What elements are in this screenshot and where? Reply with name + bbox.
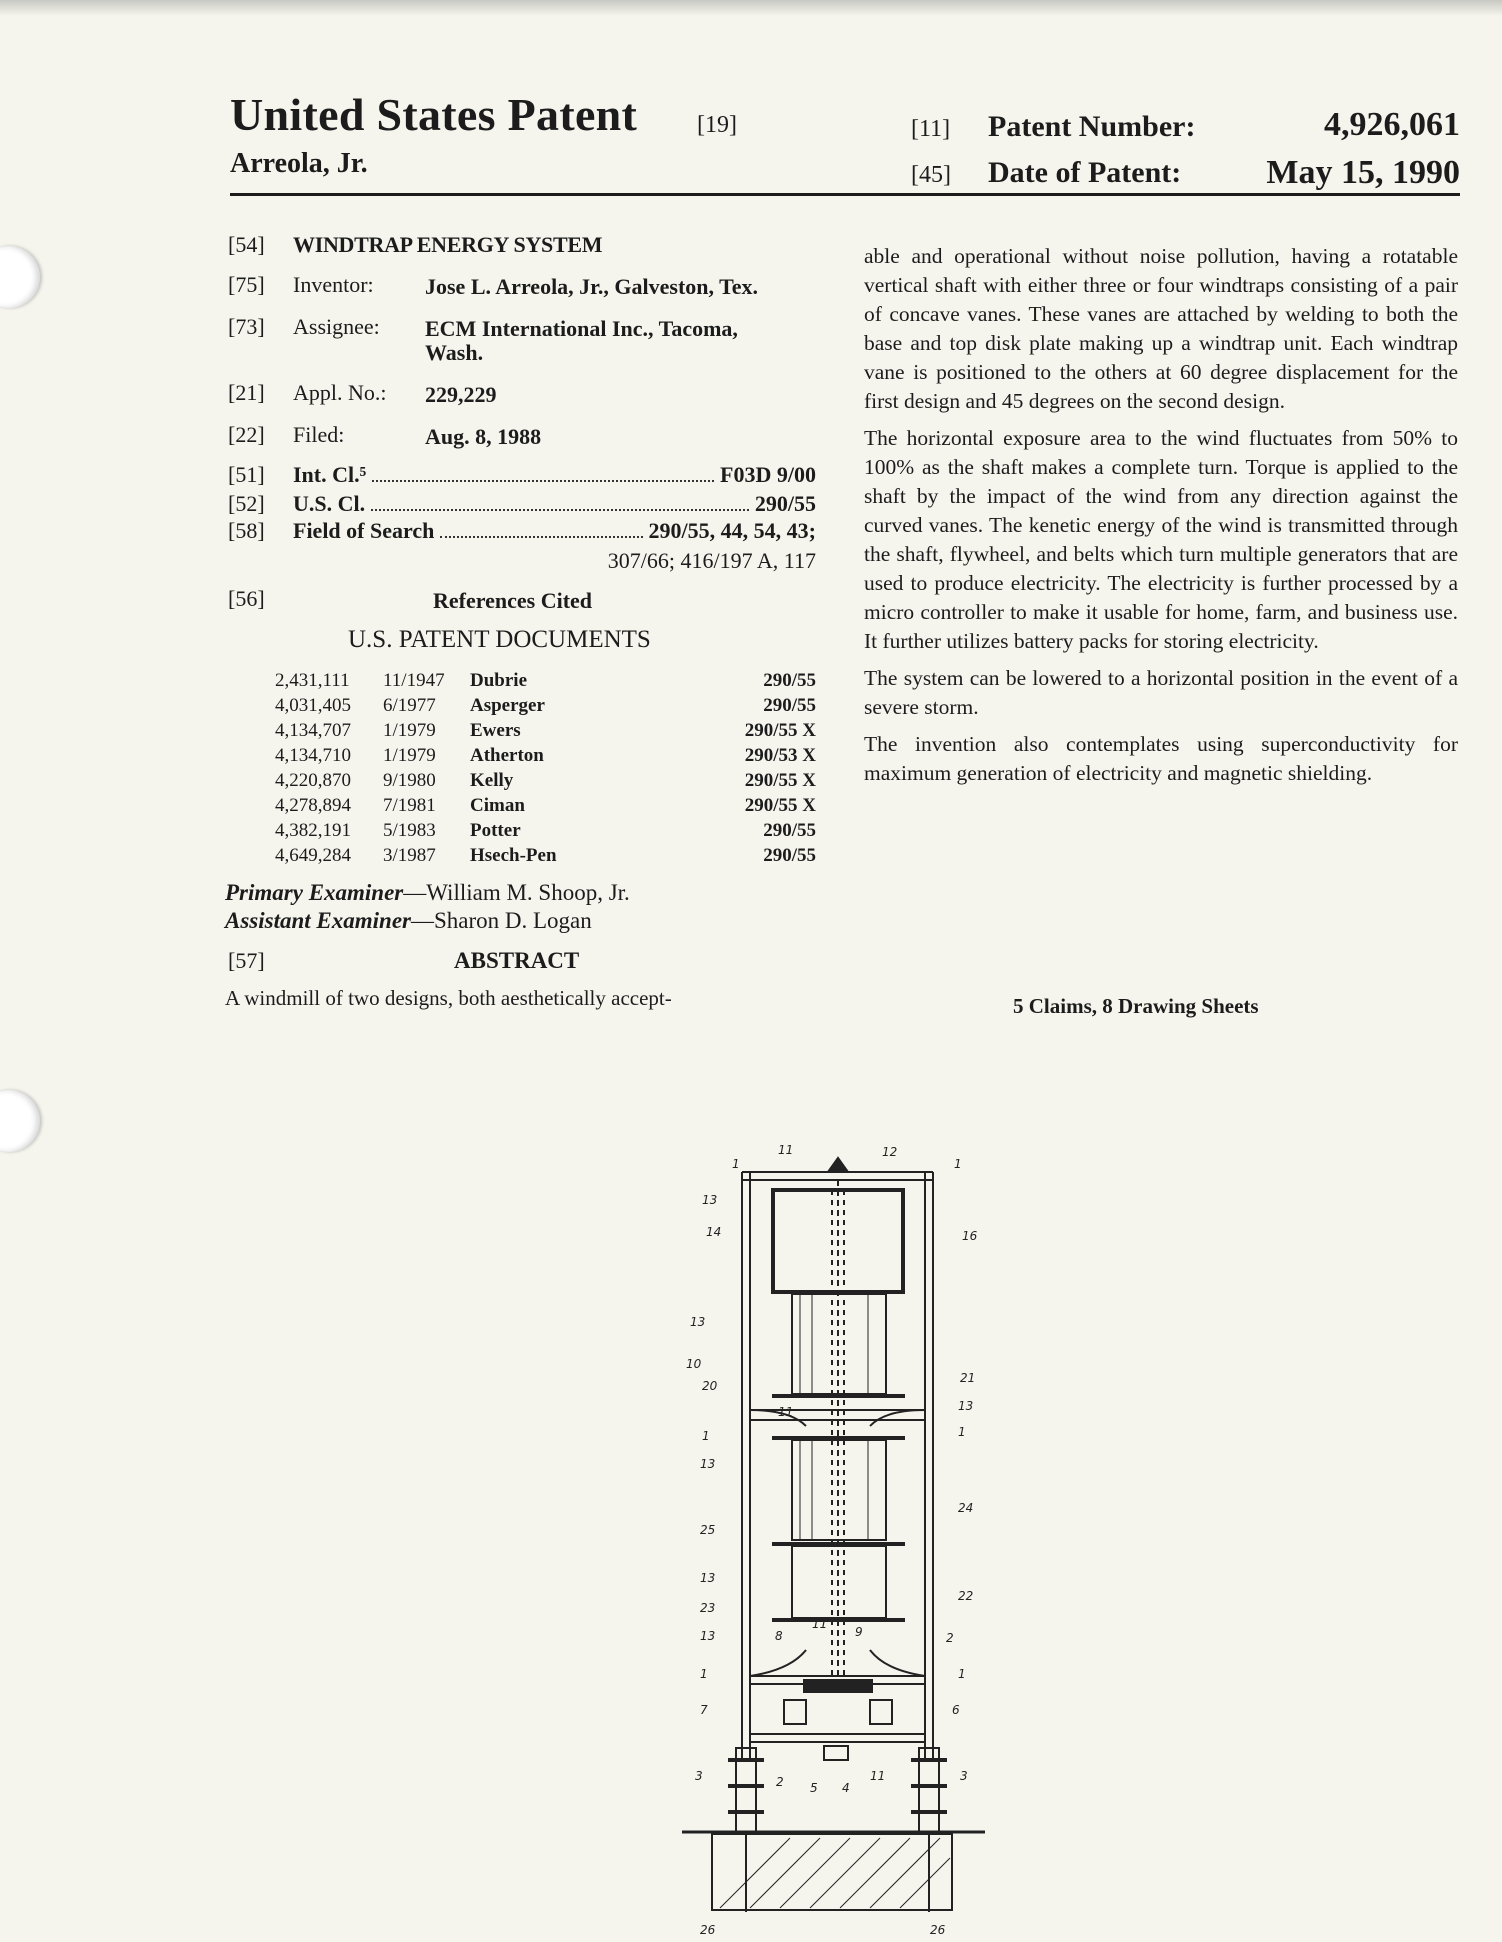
drawing-reference-label: 16 <box>962 1229 978 1243</box>
concrete-foundation <box>712 1834 952 1910</box>
drawing-reference-label: 4 <box>842 1781 850 1795</box>
drawing-reference-label: 26 <box>700 1923 716 1937</box>
reference-number: 4,134,707 <box>275 720 351 741</box>
reference-number: 2,431,111 <box>275 670 350 691</box>
reference-row <box>275 770 816 795</box>
brace-left-low <box>750 1650 806 1676</box>
abstract-first-line: A windmill of two designs, both aesthetically accept- <box>225 986 672 1010</box>
field-search-row <box>293 518 816 544</box>
drawing-reference-label: 11 <box>778 1405 794 1419</box>
reference-date: 5/1983 <box>383 820 436 841</box>
assignee-value-line1: ECM International Inc., Tacoma, <box>425 316 738 341</box>
reference-row <box>275 820 816 845</box>
abstract-code: [57] <box>228 948 265 973</box>
binder-hole-top <box>0 246 40 308</box>
inventor-value: Jose L. Arreola, Jr., Galveston, Tex. <box>425 274 759 299</box>
abstract-paragraph-3: The system can be lowered to a horizontal position in the event of a severe storm. <box>864 666 1458 719</box>
us-patent-documents-heading: U.S. PATENT DOCUMENTS <box>348 626 651 653</box>
primary-examiner <box>225 880 630 906</box>
filed-label: Filed: <box>293 422 345 447</box>
reference-class: 290/55 <box>763 820 816 841</box>
reference-date: 1/1979 <box>383 745 436 766</box>
drawing-reference-label: 1 <box>958 1667 966 1681</box>
title-field-code: [54] <box>228 232 265 257</box>
drawing-reference-label: 3 <box>695 1769 703 1783</box>
reference-row <box>275 795 816 820</box>
abstract-heading: ABSTRACT <box>454 948 580 973</box>
intcl-value: F03D 9/00 <box>720 462 816 487</box>
uscl-field-code: [52] <box>228 491 265 516</box>
reference-row <box>275 845 816 870</box>
primary-examiner-label: Primary Examiner <box>225 880 404 905</box>
reference-name: Asperger <box>470 695 545 716</box>
patent-number: 4,926,061 <box>1324 106 1460 143</box>
reference-row <box>275 720 816 745</box>
drawing-reference-label: 7 <box>700 1703 708 1717</box>
header-rule <box>230 193 1460 196</box>
drawing-reference-label: 12 <box>882 1145 898 1159</box>
drawing-reference-label: 11 <box>870 1769 886 1783</box>
drawing-reference-label: 9 <box>855 1625 863 1639</box>
references-heading: References Cited <box>433 588 593 613</box>
reference-number: 4,220,870 <box>275 770 351 791</box>
abstract-paragraph-2: The horizontal exposure area to the wind fluctuates from 50% to 100% as the shaft makes a complete turn. Torque is applied to the shaft by the impact of the wind from any direction against the curved vanes. The kenetic energy of the wind is transmitted through the shaft, flywheel, and belts which turn multiple generators that are used to produce electricity. The electricity is further processed by a micro controller to make it usable for home, farm, and business use. It further utilizes battery packs for storing electricity. <box>864 426 1458 653</box>
brace-right-low <box>870 1650 925 1676</box>
drawing-reference-label: 13 <box>702 1193 718 1207</box>
date-code: [45] <box>911 162 951 188</box>
reference-date: 11/1947 <box>383 670 445 691</box>
date-of-patent: May 15, 1990 <box>1266 154 1460 191</box>
patent-drawing <box>660 1140 1020 1942</box>
reference-date: 7/1981 <box>383 795 436 816</box>
document-title: United States Patent <box>230 89 638 140</box>
title-code: [19] <box>697 112 737 138</box>
abstract-body <box>864 242 1458 796</box>
generator-left <box>784 1700 806 1724</box>
drawing-reference-label: 13 <box>700 1629 716 1643</box>
drawing-reference-label: 24 <box>958 1501 974 1515</box>
drawing-reference-label: 13 <box>690 1315 706 1329</box>
primary-examiner-name: —William M. Shoop, Jr. <box>403 880 630 905</box>
drawing-reference-label: 11 <box>812 1617 828 1631</box>
reference-class: 290/55 X <box>744 720 816 741</box>
reference-number: 4,382,191 <box>275 820 351 841</box>
reference-number: 4,278,894 <box>275 795 351 816</box>
abstract-paragraph-4: The invention also contemplates using superconductivity for maximum generation of electricity and magnetic shielding. <box>864 732 1458 785</box>
drawing-reference-label: 23 <box>700 1601 716 1615</box>
assistant-examiner-name: —Sharon D. Logan <box>410 908 592 933</box>
drawing-reference-label: 11 <box>778 1143 794 1157</box>
patent-number-code: [11] <box>911 116 951 142</box>
references-code: [56] <box>228 586 265 611</box>
uscl-value: 290/55 <box>754 491 816 516</box>
drawing-reference-label: 1 <box>954 1157 962 1171</box>
drawing-reference-label: 2 <box>946 1631 954 1645</box>
reference-number: 4,031,405 <box>275 695 351 716</box>
drawing-reference-label: 1 <box>958 1425 966 1439</box>
reference-date: 3/1987 <box>383 845 436 866</box>
drawing-reference-label: 22 <box>958 1589 974 1603</box>
field-search-value-line2: 307/66; 416/197 A, 117 <box>607 548 816 573</box>
drawing-reference-label: 3 <box>960 1769 968 1783</box>
drawing-reference-label: 13 <box>700 1571 716 1585</box>
reference-row <box>275 670 816 695</box>
reference-class: 290/55 <box>763 695 816 716</box>
reference-date: 1/1979 <box>383 720 436 741</box>
inventor-field-code: [75] <box>228 272 265 297</box>
reference-date: 9/1980 <box>383 770 436 791</box>
reference-name: Atherton <box>470 745 544 766</box>
appl-field-code: [21] <box>228 380 265 405</box>
reference-class: 290/53 X <box>744 745 816 766</box>
reference-number: 4,134,710 <box>275 745 351 766</box>
intcl-row <box>293 462 816 488</box>
drawing-reference-label: 5 <box>810 1781 818 1795</box>
reference-name: Ewers <box>470 720 521 741</box>
drawing-reference-label: 1 <box>700 1667 708 1681</box>
assignee-value-line2: Wash. <box>425 340 484 365</box>
reference-class: 290/55 X <box>744 795 816 816</box>
reference-row <box>275 695 816 720</box>
drawing-reference-label: 10 <box>686 1357 702 1371</box>
drawing-reference-label: 1 <box>732 1157 740 1171</box>
reference-date: 6/1977 <box>383 695 436 716</box>
drawing-reference-label: 2 <box>776 1775 784 1789</box>
drawing-reference-label: 1 <box>702 1429 710 1443</box>
uscl-label: U.S. Cl. <box>293 491 366 516</box>
intcl-field-code: [51] <box>228 462 265 487</box>
field-search-value-line1: 290/55, 44, 54, 43; <box>648 518 816 543</box>
reference-class: 290/55 X <box>744 770 816 791</box>
inventor-short-name: Arreola, Jr. <box>230 148 368 179</box>
top-bearing <box>828 1158 848 1172</box>
drawing-reference-label: 8 <box>775 1629 783 1643</box>
reference-name: Dubrie <box>470 670 527 691</box>
abstract-paragraph-1: able and operational without noise pollution, having a rotatable vertical shaft with either three or four windtraps consisting of a pair of concave vanes. These vanes are attached by welding to both the base and top disk plate making up a windtrap unit. Each windtrap vane is positioned to the others at 60 degree displacement for the first design and 45 degrees on the second design. <box>864 244 1458 413</box>
patent-number-label: Patent Number: <box>988 110 1196 143</box>
assignee-field-code: [73] <box>228 314 265 339</box>
drawing-reference-label: 6 <box>952 1703 960 1717</box>
assignee-label: Assignee: <box>293 314 380 339</box>
reference-row <box>275 745 816 770</box>
reference-name: Hsech-Pen <box>470 845 557 866</box>
intcl-label: Int. Cl.⁵ <box>293 462 367 487</box>
binder-hole-bottom <box>0 1090 40 1152</box>
drawing-reference-label: 13 <box>958 1399 974 1413</box>
field-search-label: Field of Search <box>293 518 435 543</box>
drawing-reference-label: 13 <box>700 1457 716 1471</box>
reference-name: Kelly <box>470 770 514 791</box>
field-search-code: [58] <box>228 518 265 543</box>
invention-title: WINDTRAP ENERGY SYSTEM <box>293 232 603 257</box>
reference-name: Ciman <box>470 795 525 816</box>
base-bearing <box>824 1746 848 1760</box>
drawing-reference-label: 25 <box>700 1523 716 1537</box>
appl-label: Appl. No.: <box>293 380 387 405</box>
reference-class: 290/55 <box>763 845 816 866</box>
reference-name: Potter <box>470 820 521 841</box>
reference-class: 290/55 <box>763 670 816 691</box>
reference-number: 4,649,284 <box>275 845 351 866</box>
claims-and-sheets: 5 Claims, 8 Drawing Sheets <box>1013 994 1259 1018</box>
foundation-hatch <box>720 1838 950 1908</box>
drawing-reference-label: 26 <box>930 1923 946 1937</box>
assistant-examiner <box>225 908 592 934</box>
scan-top-edge <box>0 0 1502 16</box>
assistant-examiner-label: Assistant Examiner <box>225 908 411 933</box>
date-label: Date of Patent: <box>988 156 1182 189</box>
inventor-label: Inventor: <box>293 272 374 297</box>
flywheel <box>804 1680 872 1692</box>
uscl-row <box>293 491 816 517</box>
brace-right-mid <box>870 1410 925 1426</box>
generator-right <box>870 1700 892 1724</box>
filed-value: Aug. 8, 1988 <box>425 424 542 449</box>
drawing-reference-label: 20 <box>702 1379 718 1393</box>
drawing-reference-label: 21 <box>960 1371 976 1385</box>
drawing-reference-label: 14 <box>706 1225 722 1239</box>
filed-field-code: [22] <box>228 422 265 447</box>
appl-value: 229,229 <box>425 382 497 407</box>
